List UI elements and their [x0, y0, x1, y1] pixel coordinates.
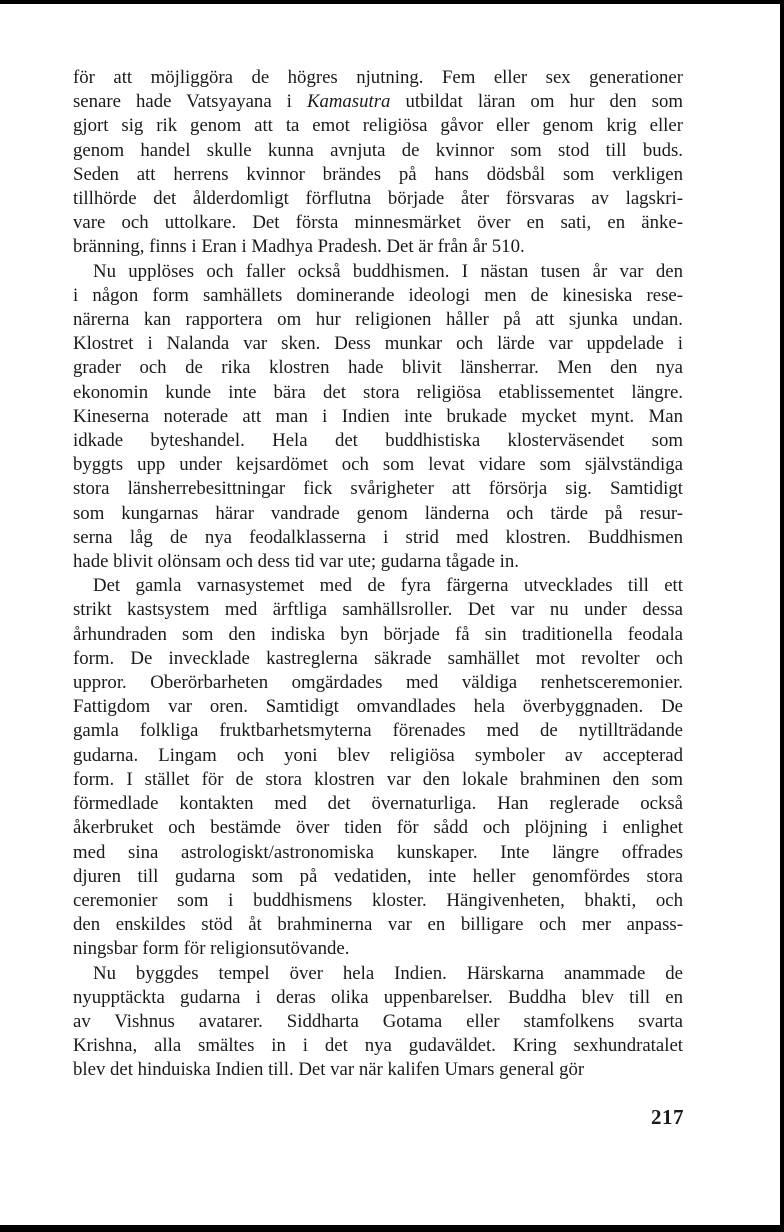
text-line: serna låg de nya feodalklasserna i strid med klostren. Buddhismen — [73, 526, 683, 548]
paragraph — [73, 962, 683, 1083]
text-line: Krishna, alla smältes in i det nya gudaväldet. Kring sexhundratalet — [73, 1035, 683, 1057]
scan-border-bottom — [0, 1225, 784, 1232]
text-line: form. De invecklade kastreglerna säkrade samhället mot revolter och — [73, 647, 683, 669]
text-line: i någon form samhällets dominerande ideologi men de kinesiska rese- — [73, 284, 683, 306]
text-line: gamla folkliga fruktbarhetsmyterna förenades med de nytillträdande — [73, 720, 683, 742]
paragraph — [73, 574, 683, 961]
text-line: genom handel skulle kunna avnjuta de kvinnor som stod till buds. — [73, 139, 683, 161]
text-line: för att möjliggöra de högres njutning. Fem eller sex generationer — [73, 67, 683, 88]
text-line: byggts upp under kejsardömet och som levat vidare som självständiga — [73, 454, 683, 476]
text-line: idkade byteshandel. Hela det buddhistiska klosterväsendet som — [73, 430, 683, 452]
paragraph — [73, 260, 683, 575]
text-line: åkerbruket och bestämde över tiden för sådd och plöjning i enlighet — [73, 817, 683, 839]
text-line: tillhörde det ålderdomligt förflutna började åter försvaras av lagskri- — [73, 188, 683, 210]
text-line: vare och uttolkare. Det första minnesmärket över en sati, en änke- — [73, 212, 683, 234]
text-line: gjort sig rik genom att ta emot religiösa gåvor eller genom krig eller — [73, 115, 683, 137]
text-line: Nu byggdes tempel över hela Indien. Härskarna anammade de — [93, 962, 683, 984]
text-line: hade blivit olönsam och dess tid var ute; gudarna tågade in. — [73, 551, 519, 573]
text-line: ceremonier som i buddhismens kloster. Hängivenheten, bhakti, och — [73, 889, 683, 911]
text-line: blev det hinduiska Indien till. Det var när kalifen Umars general gör — [73, 1059, 585, 1081]
text-line: den enskildes stöd åt brahminerna var en billigare och mer anpass- — [73, 914, 683, 936]
text-line: Det gamla varnasystemet med de fyra färgerna utvecklades till ett — [93, 575, 683, 597]
text-line: förmedlade kontakten med det övernaturliga. Han reglerade också — [73, 793, 683, 815]
text-line: djuren till gudarna som på vedatiden, inte heller genomfördes stora — [73, 865, 683, 887]
text-line: Kineserna noterade att man i Indien inte brukade mycket mynt. Man — [73, 405, 683, 427]
text-line: Fattigdom var oren. Samtidigt omvandlades hela överbyggnaden. De — [73, 696, 683, 718]
body-text — [73, 66, 683, 1083]
text-line: form. I stället för de stora klostren var den lokale brahminen den som — [73, 768, 683, 790]
text-line: århundraden som den indiska byn började få sin traditionella feodala — [73, 623, 683, 645]
text-line: bränning, finns i Eran i Madhya Pradesh. Det är från år 510. — [73, 236, 525, 258]
page-number: 217 — [651, 1105, 684, 1129]
text-line: av Vishnus avatarer. Siddharta Gotama eller stamfolkens svarta — [73, 1010, 683, 1032]
text-line: Nu upplöses och faller också buddhismen. I nästan tusen år var den — [93, 260, 683, 282]
text-line: uppror. Oberörbarheten omgärdades med väldiga renhetsceremonier. — [73, 672, 683, 694]
text-line: Klostret i Nalanda var sken. Dess munkar och lärde var uppdelade i — [73, 333, 683, 355]
text-line: strikt kastsystem med ärftliga samhällsroller. Det var nu under dessa — [73, 599, 683, 621]
text-line: närerna kan rapportera om hur religionen håller på att sjunka undan. — [73, 309, 683, 331]
text-line: med sina astrologiskt/astronomiska kunskaper. Inte längre offrades — [73, 841, 683, 863]
text-line: senare hade Vatsyayana i Kamasutra utbildat läran om hur den som — [73, 91, 683, 113]
text-line: stora länsherrebesittningar fick svårigheter att försörja sig. Samtidigt — [73, 478, 683, 500]
text-line: ningsbar form för religionsutövande. — [73, 938, 350, 960]
text-line: nyupptäckta gudarna i deras olika uppenbarelser. Buddha blev till en — [73, 986, 683, 1008]
text-line: Seden att herrens kvinnor brändes på hans dödsbål som verkligen — [73, 163, 683, 185]
paragraph — [73, 66, 683, 260]
text-line: ekonomin kunde inte bära det stora religiösa etablissementet längre. — [73, 381, 683, 403]
text-line: gudarna. Lingam och yoni blev religiösa symboler av accepterad — [73, 744, 683, 766]
scan-border-top — [0, 0, 784, 4]
text-line: som kungarnas härar vandrade genom länderna och tärde på resur- — [73, 502, 683, 524]
text-line: grader och de rika klostren hade blivit länsherrar. Men den nya — [73, 357, 683, 379]
scan-border-right — [780, 0, 784, 1232]
